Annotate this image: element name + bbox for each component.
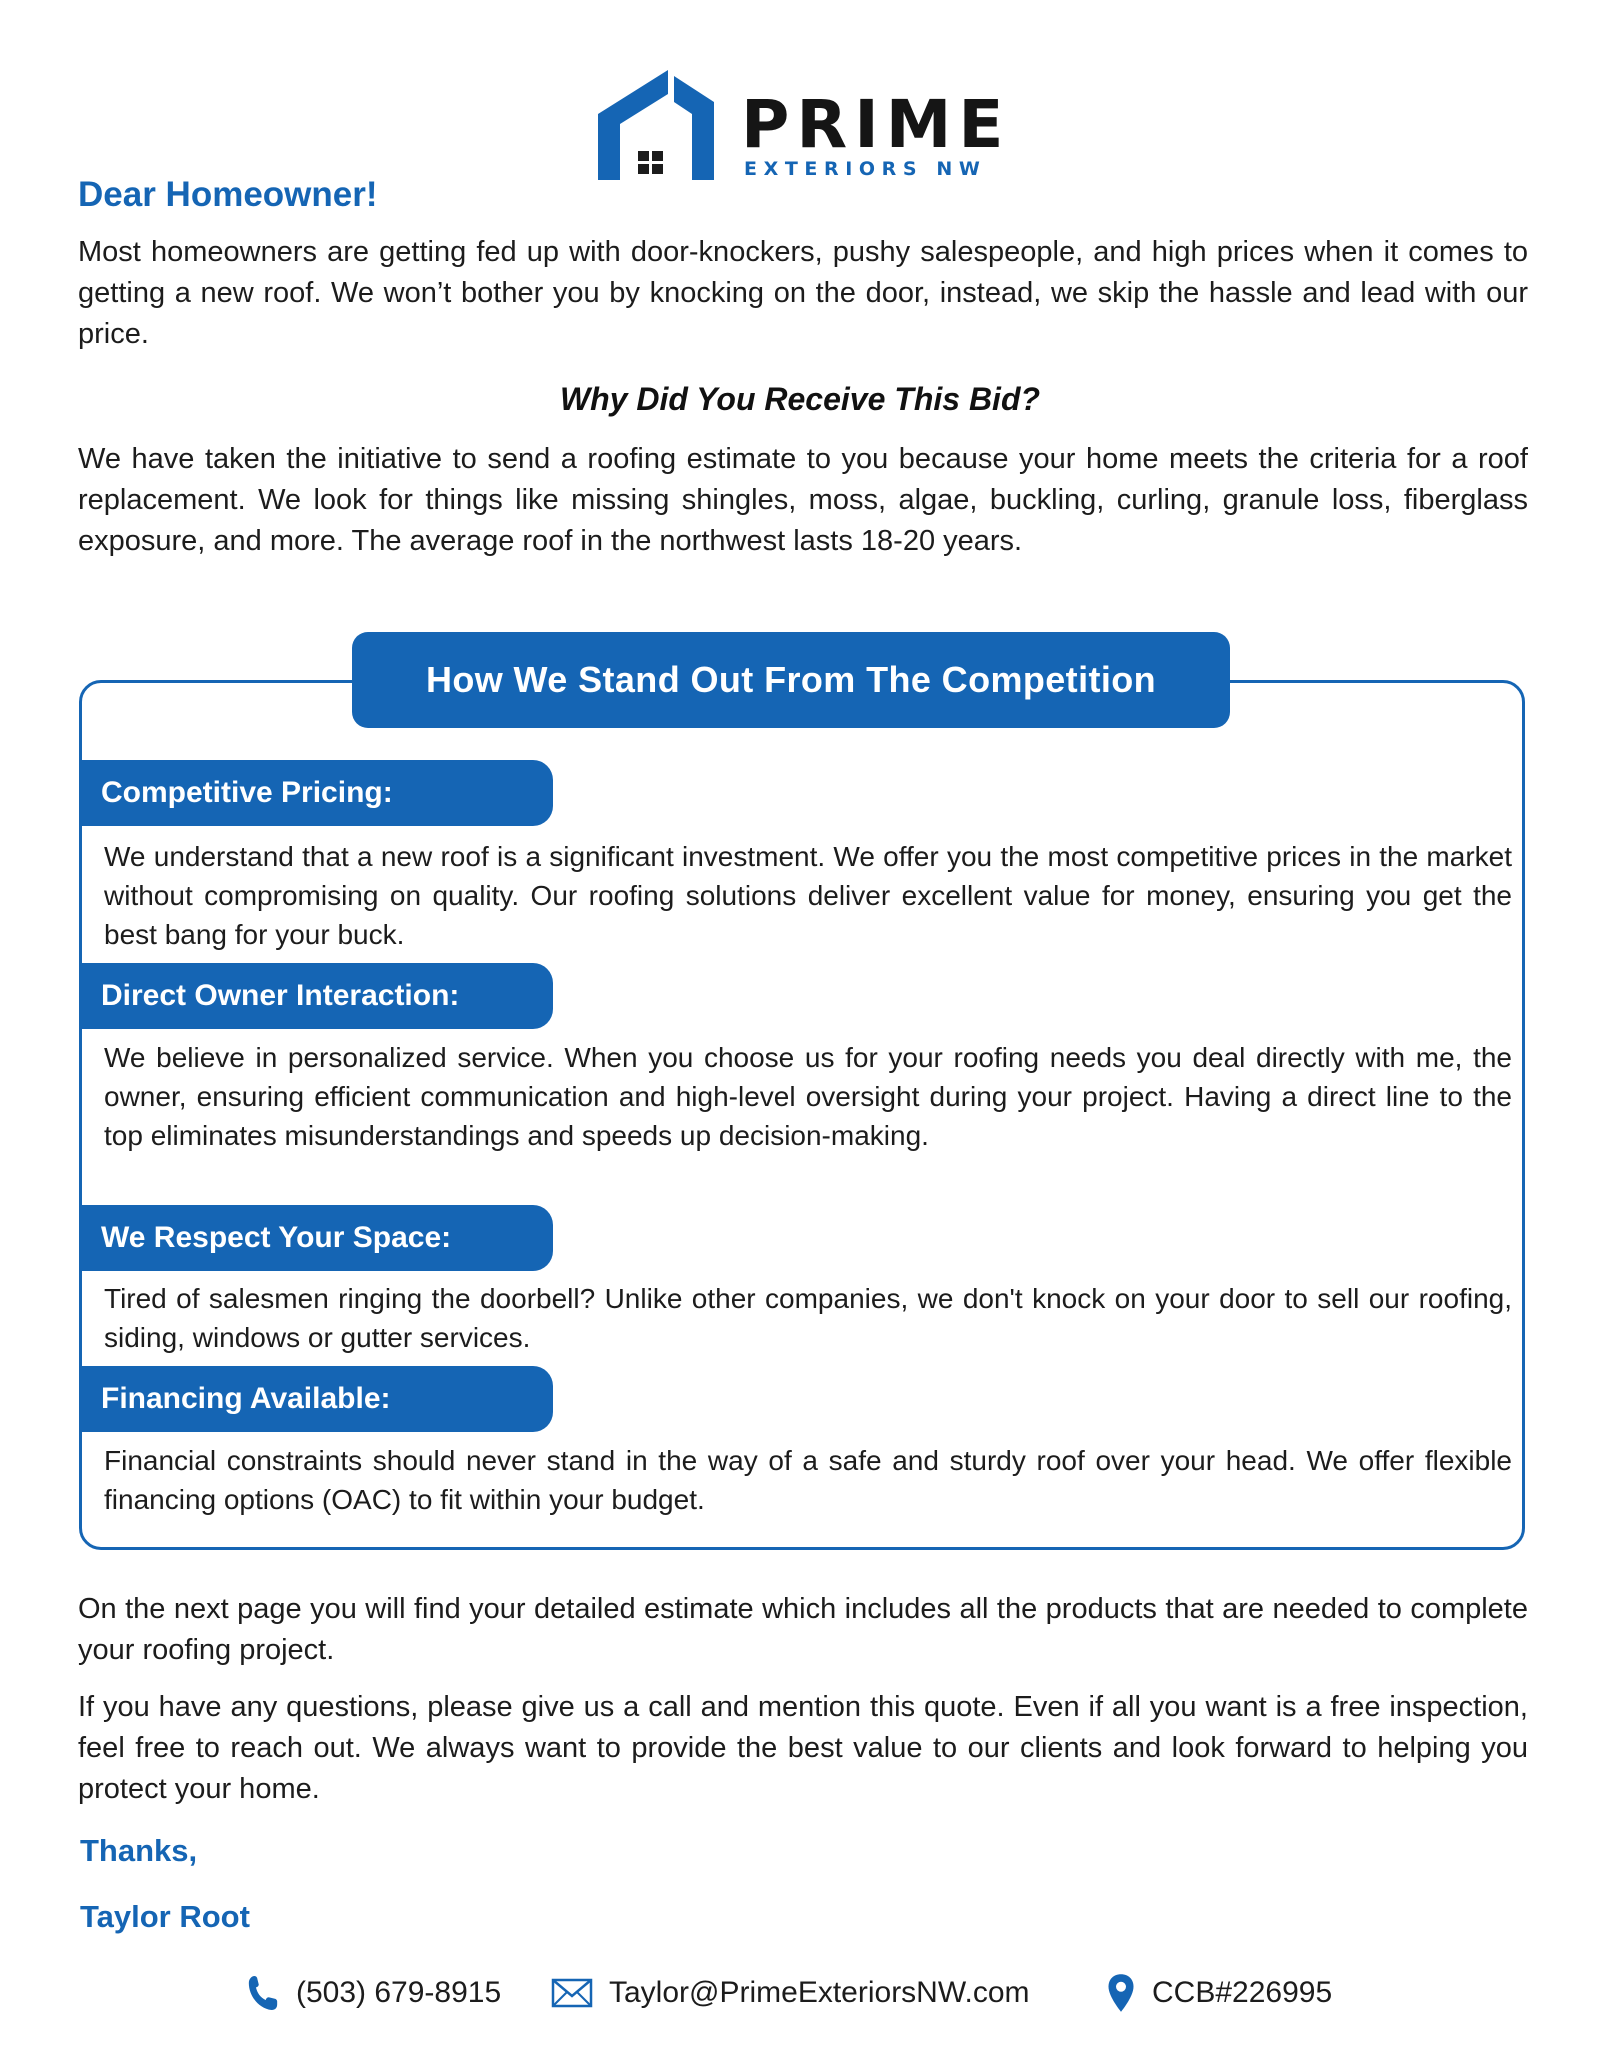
next-page-paragraph: On the next page you will find your detailed estimate which includes all the products that are needed to complete your roofing project. (78, 1593, 1528, 1666)
why-bid-heading: Why Did You Receive This Bid? (559, 381, 1041, 417)
location-pin-icon (1106, 1973, 1136, 2013)
logo-subtitle: EXTERIORS NW (744, 158, 987, 180)
phone-icon (246, 1973, 280, 2013)
logo-wordmark: PRIME (741, 86, 1011, 163)
section-heading-respect-space: We Respect Your Space: (79, 1205, 553, 1271)
intro-paragraph: Most homeowners are getting fed up with door-knockers, pushy salespeople, and high prices when it comes to getting a new roof. We won’t bother you by knocking on the door, instead, we skip the hassle and lead with our price. (78, 236, 1528, 350)
section-heading-financing: Financing Available: (79, 1366, 553, 1432)
section-body-financing: Financial constraints should never stand in the way of a safe and sturdy roof over your head. We offer flexible financing options (OAC) to fit within your budget. (104, 1445, 1512, 1515)
envelope-icon (551, 1978, 593, 2008)
contact-email[interactable] (551, 1969, 1030, 2017)
questions-paragraph: If you have any questions, please give us a call and mention this quote. Even if all you want is a free inspection, feel free to reach out. We always want to provide the best value to our clients and look forward to helping you protect your home. (78, 1691, 1528, 1805)
section-body-competitive-pricing: We understand that a new roof is a significant investment. We offer you the most competitive prices in the market without compromising on quality. Our roofing solutions deliver excellent value for money, ensuring you get the best bang for your buck. (104, 841, 1512, 950)
phone-number[interactable]: (503) 679-8915 (296, 1976, 502, 2009)
license-number: CCB#226995 (1152, 1976, 1333, 2009)
section-heading-direct-owner: Direct Owner Interaction: (79, 963, 553, 1029)
greeting-heading: Dear Homeowner! (78, 175, 378, 214)
contact-phone[interactable] (246, 1969, 501, 2017)
section-body-respect-space: Tired of salesmen ringing the doorbell? Unlike other companies, we don't knock on your door to sell our roofing, siding, windows or gutter services. (104, 1283, 1512, 1353)
contact-license (1106, 1969, 1332, 2017)
company-logo (598, 70, 1011, 182)
signer-name: Taylor Root (80, 1899, 250, 1934)
why-bid-paragraph: We have taken the initiative to send a roofing estimate to you because your home meets the criteria for a roof replacement. We look for things like missing shingles, moss, algae, buckling, curling, granule loss, fiberglass exposure, and more. The average roof in the northwest lasts 18-20 years. (78, 443, 1528, 557)
closing-thanks: Thanks, (80, 1833, 198, 1868)
section-heading-competitive-pricing: Competitive Pricing: (79, 760, 553, 826)
house-roof-icon (598, 70, 738, 182)
competition-title: How We Stand Out From The Competition (352, 632, 1230, 728)
email-address[interactable]: Taylor@PrimeExteriorsNW.com (609, 1976, 1030, 2009)
section-body-direct-owner: We believe in personalized service. When you choose us for your roofing needs you deal directly with me, the owner, ensuring efficient communication and high-level oversight during your project. Having a direct line to the top eliminates misunderstandings and speeds up decision-making. (104, 1042, 1512, 1151)
